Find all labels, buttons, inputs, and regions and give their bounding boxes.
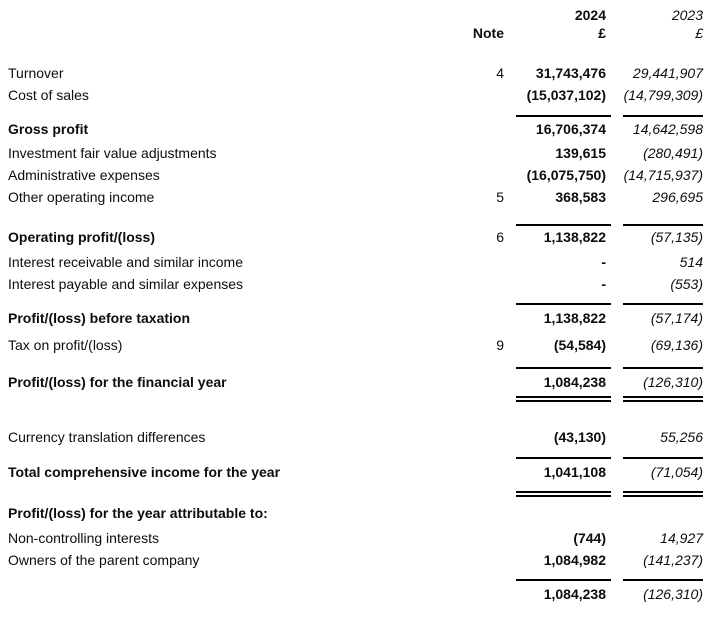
- value-2024: [516, 375, 611, 390]
- row-label: Tax on profit/(loss): [8, 337, 123, 353]
- value-2024: [516, 465, 611, 480]
- value-2024: [516, 430, 611, 445]
- table-row-tax: [8, 338, 703, 353]
- value-2024: [516, 338, 611, 353]
- rule-2024-double: [516, 491, 611, 497]
- row-label: Total comprehensive income for the year: [8, 464, 281, 480]
- note-value: 4: [496, 65, 504, 81]
- value-2024-text: (744): [573, 530, 606, 546]
- rule-2024: [516, 303, 611, 305]
- table-row-gross_profit: [8, 122, 703, 137]
- value-2023: (57,135): [650, 229, 703, 245]
- table-row-pfy: [8, 375, 703, 390]
- label-note-cell: [8, 465, 504, 480]
- value-2024: [516, 553, 611, 568]
- row-label: Interest payable and similar expenses: [8, 276, 244, 292]
- value-2023: (71,054): [650, 464, 703, 480]
- value-2023: £: [695, 25, 703, 41]
- row-label: Administrative expenses: [8, 167, 160, 183]
- value-2024-text: 31,743,476: [535, 65, 606, 81]
- value-2024-text: (15,037,102): [526, 87, 606, 103]
- note-value: 6: [496, 229, 504, 245]
- row-label: Investment fair value adjustments: [8, 145, 217, 161]
- label-note-cell: [8, 26, 504, 41]
- table-row-other_operating_income: [8, 190, 703, 205]
- label-note-cell: [8, 375, 504, 390]
- rule-2024-double: [516, 396, 611, 402]
- value-2024: [516, 88, 611, 103]
- rule-row-rule_operating: [8, 224, 703, 226]
- value-2023: (141,237): [643, 552, 703, 568]
- value-2024-text: (16,075,750): [526, 167, 606, 183]
- value-2024-text: -: [601, 254, 606, 270]
- value-2024-text: 139,615: [555, 145, 606, 161]
- row-label: Profit/(loss) for the financial year: [8, 374, 227, 390]
- label-note-cell: [8, 146, 504, 161]
- label-note-cell: [8, 66, 504, 81]
- label-note-cell: [8, 311, 504, 326]
- value-2024: [516, 122, 611, 137]
- value-2024: [516, 66, 611, 81]
- rule-2024: [516, 367, 611, 369]
- row-label: Profit/(loss) for the year attributable to:: [8, 505, 268, 521]
- value-2024-text: (43,130): [553, 429, 606, 445]
- row-label: Non-controlling interests: [8, 530, 159, 546]
- value-2023: (69,136): [650, 337, 703, 353]
- value-2024-text: 1,138,822: [543, 310, 606, 326]
- value-2024: [516, 230, 611, 245]
- value-2023: (57,174): [650, 310, 703, 326]
- value-2024: [516, 190, 611, 205]
- value-2024: [516, 506, 611, 521]
- table-row-total_comprehensive: [8, 465, 703, 480]
- table-row-interest_payable: [8, 277, 703, 292]
- rule-2023-double: [623, 396, 703, 402]
- value-2024-text: 1,084,982: [543, 552, 606, 568]
- value-2024-text: 1,084,238: [543, 374, 606, 390]
- value-2023: (553): [670, 276, 703, 292]
- note-value: 9: [496, 337, 504, 353]
- value-2024: [516, 255, 611, 270]
- rule-2023: [623, 579, 703, 581]
- label-note-cell: [8, 88, 504, 103]
- value-2023: (14,715,937): [623, 167, 703, 183]
- label-note-cell: [8, 338, 504, 353]
- rule-2024: [516, 457, 611, 459]
- value-2024: [516, 277, 611, 292]
- label-note-cell: [8, 506, 504, 521]
- row-label: Profit/(loss) before taxation: [8, 310, 191, 326]
- rule-row-rule_pfy_double: [8, 396, 703, 402]
- table-row-admin_expenses: [8, 168, 703, 183]
- table-row-operating_profit: [8, 230, 703, 245]
- value-2024: [516, 587, 611, 602]
- label-note-cell: [8, 255, 504, 270]
- value-2024-text: £: [598, 25, 606, 41]
- value-2024-text: 1,138,822: [543, 229, 606, 245]
- table-row-interest_receivable: [8, 255, 703, 270]
- value-2023: (126,310): [643, 374, 703, 390]
- rule-2023-double: [623, 491, 703, 497]
- rule-2023: [623, 457, 703, 459]
- rule-2023: [623, 367, 703, 369]
- value-2024-text: 1,084,238: [543, 586, 606, 602]
- statement-body: [8, 8, 703, 602]
- label-note-cell: [8, 430, 504, 445]
- row-label: Owners of the parent company: [8, 552, 200, 568]
- row-label: Turnover: [8, 65, 64, 81]
- table-row-currency_translation: [8, 430, 703, 445]
- table-row-owners: [8, 553, 703, 568]
- table-row-non_controlling: [8, 531, 703, 546]
- value-2024: [516, 311, 611, 326]
- label-note-cell: [8, 168, 504, 183]
- note-value: 5: [496, 189, 504, 205]
- value-2023: (280,491): [643, 145, 703, 161]
- table-row-investment_fva: [8, 146, 703, 161]
- label-note-cell: [8, 531, 504, 546]
- rule-2023: [623, 115, 703, 117]
- value-2024-text: 368,583: [555, 189, 606, 205]
- value-2023: 14,642,598: [632, 121, 703, 137]
- rule-2024: [516, 224, 611, 226]
- table-row-final_total: [8, 587, 703, 602]
- value-2024-text: 16,706,374: [535, 121, 606, 137]
- value-2024: [516, 26, 611, 41]
- value-2023: 2023: [671, 7, 703, 23]
- rule-row-rule_gross: [8, 115, 703, 117]
- value-2024-text: 1,041,108: [543, 464, 606, 480]
- label-note-cell: [8, 190, 504, 205]
- row-label: Currency translation differences: [8, 429, 206, 445]
- label-note-cell: [8, 122, 504, 137]
- rule-2023: [623, 224, 703, 226]
- income-statement: [0, 8, 710, 602]
- value-2023: 14,927: [660, 530, 703, 546]
- rule-2024: [516, 115, 611, 117]
- value-2023: 55,256: [660, 429, 703, 445]
- row-label: Cost of sales: [8, 87, 89, 103]
- value-2024: [516, 168, 611, 183]
- table-row-header_years: [8, 8, 703, 23]
- value-2023: (14,799,309): [623, 87, 703, 103]
- value-2024-text: (54,584): [553, 337, 606, 353]
- value-2023: 29,441,907: [632, 65, 703, 81]
- rule-row-rule_pfy: [8, 367, 703, 369]
- row-label: Operating profit/(loss): [8, 229, 155, 245]
- rule-row-rule_total_comp_double: [8, 491, 703, 497]
- value-2024: [516, 8, 611, 23]
- value-2023: 514: [679, 254, 703, 270]
- note-value: Note: [472, 25, 504, 41]
- row-label: Other operating income: [8, 189, 155, 205]
- table-row-turnover: [8, 66, 703, 81]
- rule-row-rule_pbt: [8, 303, 703, 305]
- table-row-cost_of_sales: [8, 88, 703, 103]
- rule-2023: [623, 303, 703, 305]
- value-2023: 296,695: [652, 189, 703, 205]
- rule-row-rule_total_comp: [8, 457, 703, 459]
- table-row-header_cols: [8, 26, 703, 41]
- row-label: Gross profit: [8, 121, 89, 137]
- value-2024: [516, 146, 611, 161]
- value-2023: (126,310): [643, 586, 703, 602]
- label-note-cell: [8, 277, 504, 292]
- table-row-attributable_heading: [8, 506, 703, 521]
- rule-row-rule_final: [8, 579, 703, 581]
- label-note-cell: [8, 230, 504, 245]
- rule-2024: [516, 579, 611, 581]
- value-2024: [516, 531, 611, 546]
- table-row-pbt: [8, 311, 703, 326]
- value-2024-text: -: [601, 276, 606, 292]
- value-2024-text: 2024: [574, 7, 606, 23]
- label-note-cell: [8, 553, 504, 568]
- row-label: Interest receivable and similar income: [8, 254, 243, 270]
